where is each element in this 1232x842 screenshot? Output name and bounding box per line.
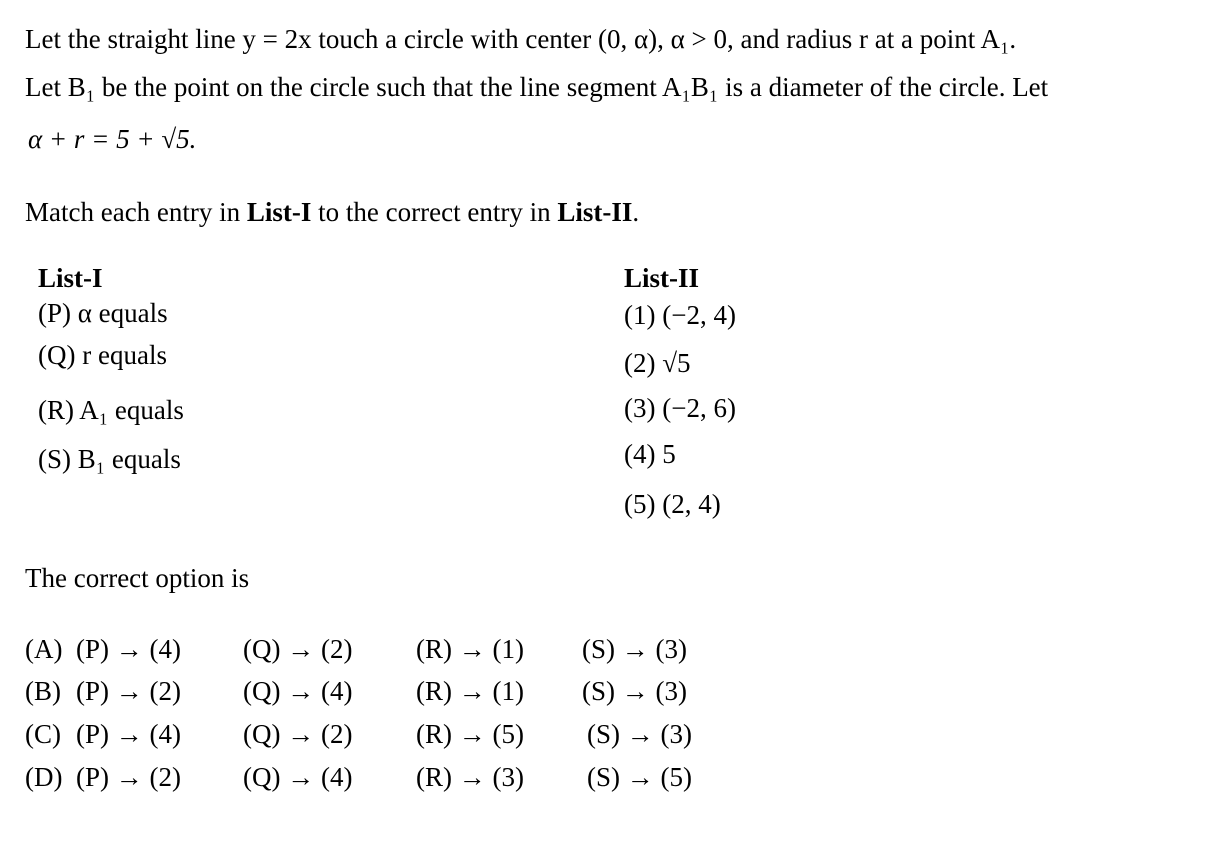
problem-line-1: Let the straight line y = 2x touch a circle with center (0, α), α > 0, and radius r at a point A₁. [25, 24, 1017, 54]
list-i-header: List-I [38, 263, 103, 293]
option-b-s: (S) → (3) [582, 676, 687, 706]
option-d-r: (R) → (3) [416, 762, 524, 792]
list-i-item-p: (P) α equals [38, 298, 168, 328]
option-b-label[interactable]: (B) [25, 676, 61, 706]
instruction-list1-name: List-I [246, 197, 312, 227]
list-i-item-r: (R) A₁ equals [38, 395, 184, 425]
list-ii-item-2: (2) √5 [624, 348, 691, 378]
option-c-label[interactable]: (C) [25, 719, 61, 749]
option-d-p: (P) → (2) [76, 762, 181, 792]
option-a-r: (R) → (1) [416, 634, 524, 664]
instruction-list2-name: List-II [557, 197, 633, 227]
list-i-item-q: (Q) r equals [38, 340, 167, 370]
option-c-q: (Q) → (2) [243, 719, 353, 749]
list-ii-header: List-II [624, 263, 700, 293]
option-c-p: (P) → (4) [76, 719, 181, 749]
option-d-s: (S) → (5) [587, 762, 692, 792]
option-d-q: (Q) → (4) [243, 762, 353, 792]
option-c-s: (S) → (3) [587, 719, 692, 749]
option-d-label[interactable]: (D) [25, 762, 63, 792]
option-b-p: (P) → (2) [76, 676, 181, 706]
list-ii-item-5: (5) (2, 4) [624, 489, 721, 519]
option-a-s: (S) → (3) [582, 634, 687, 664]
option-a-p: (P) → (4) [76, 634, 181, 664]
instruction [25, 199, 639, 226]
list-i-item-s: (S) B₁ equals [38, 444, 181, 474]
list-ii-item-4: (4) 5 [624, 439, 676, 469]
problem-line-2: Let B₁ be the point on the circle such that the line segment A₁B₁ is a diameter of the circle. Let [25, 72, 1049, 102]
option-a-label[interactable]: (A) [25, 634, 63, 664]
option-b-r: (R) → (1) [416, 676, 524, 706]
instruction-middle: to the correct entry in [311, 197, 558, 227]
list-ii-item-3: (3) (−2, 6) [624, 393, 736, 423]
instruction-suffix: . [632, 197, 640, 227]
correct-option-prompt: The correct option is [25, 563, 250, 593]
problem-line-3: α + r = 5 + √5. [28, 124, 197, 154]
list-ii-item-1: (1) (−2, 4) [624, 300, 736, 330]
option-a-q: (Q) → (2) [243, 634, 353, 664]
option-c-r: (R) → (5) [416, 719, 524, 749]
option-b-q: (Q) → (4) [243, 676, 353, 706]
instruction-prefix: Match each entry in [25, 197, 247, 227]
